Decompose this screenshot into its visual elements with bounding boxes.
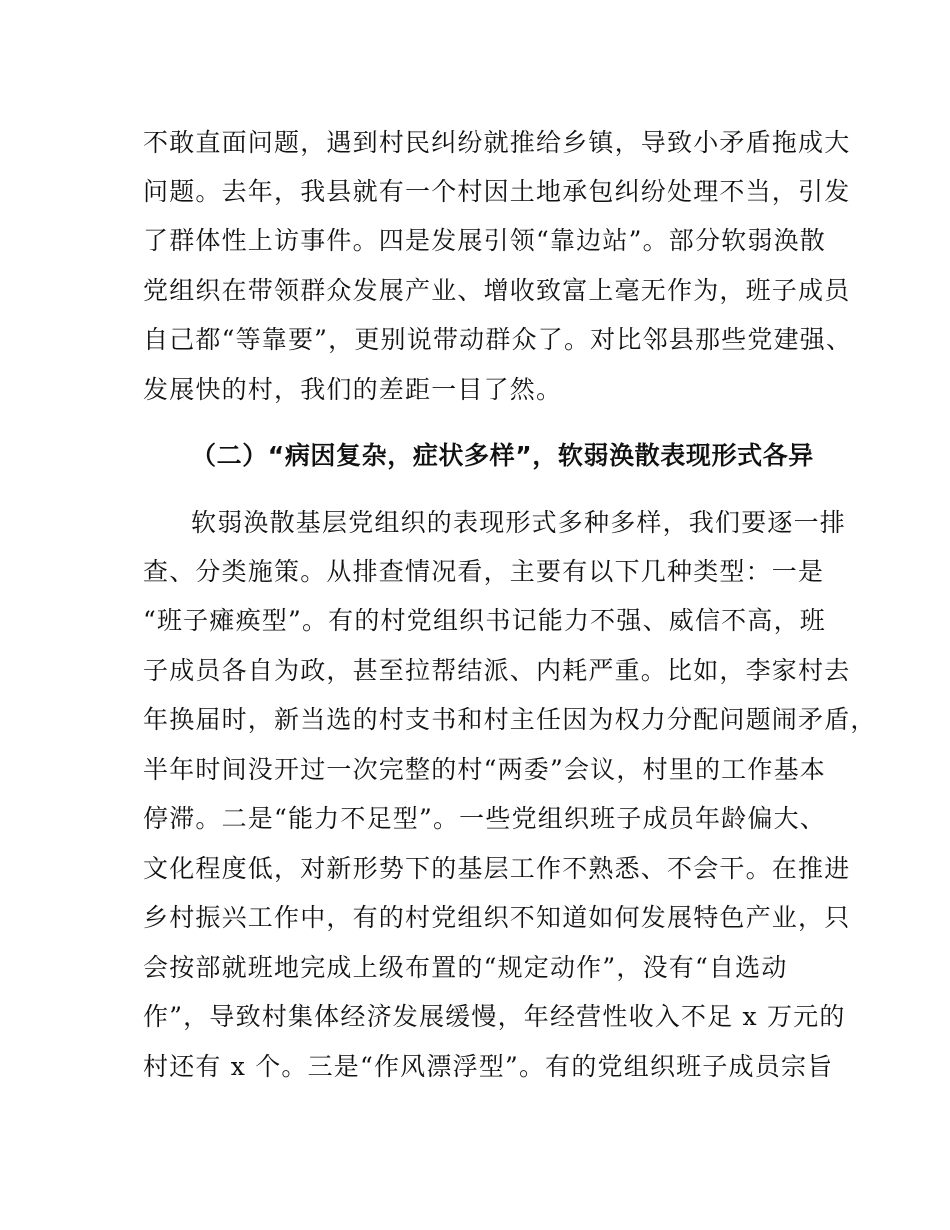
text-line: 会按部就班地完成上级布置的“规定动作”，没有“自选动 xyxy=(143,953,788,982)
text-line: “班子瘫痪型”。有的村党组织书记能力不强、威信不高，班 xyxy=(143,606,826,635)
text-line: 文化程度低，对新形势下的基层工作不熟悉、不会干。在推进 xyxy=(143,854,851,883)
text-line: 不敢直面问题，遇到村民纠纷就推给乡镇，导致小矛盾拖成大 xyxy=(143,128,851,157)
section-heading: （二）“病因复杂，症状多样”，软弱涣散表现形式各异 xyxy=(191,441,814,470)
text-line: 停滞。二是“能力不足型”。一些党组织班子成员年龄偏大、 xyxy=(143,804,826,833)
text-line: 了群体性上访事件。四是发展引领“靠边站”。部分软弱涣散 xyxy=(143,226,826,255)
text-line: 查、分类施策。从排查情况看，主要有以下几种类型：一是 xyxy=(143,557,825,586)
text-line: 村还有 x 个。三是“作风漂浮型”。有的党组织班子成员宗旨 xyxy=(143,1052,834,1081)
text-line: 软弱涣散基层党组织的表现形式多种多样，我们要逐一排 xyxy=(191,508,847,537)
text-line: 发展快的村，我们的差距一目了然。 xyxy=(143,375,563,404)
text-line: 党组织在带领群众发展产业、增收致富上毫无作为，班子成员 xyxy=(143,276,851,305)
text-line: 自己都“等靠要”，更别说带动群众了。对比邻县那些党建强、 xyxy=(143,325,853,354)
text-line: 子成员各自为政，甚至拉帮结派、内耗严重。比如，李家村去 xyxy=(143,656,851,685)
text-line: 乡村振兴工作中，有的村党组织不知道如何发展特色产业，只 xyxy=(143,903,851,932)
text-line: 问题。去年，我县就有一个村因土地承包纠纷处理不当，引发 xyxy=(143,177,851,206)
text-line: 年换届时，新当选的村支书和村主任因为权力分配问题闹矛盾， xyxy=(143,705,877,734)
text-line: 半年时间没开过一次完整的村“两委”会议，村里的工作基本 xyxy=(143,755,826,784)
text-line: 作”，导致村集体经济发展缓慢，年经营性收入不足 x 万元的 xyxy=(143,1002,846,1031)
